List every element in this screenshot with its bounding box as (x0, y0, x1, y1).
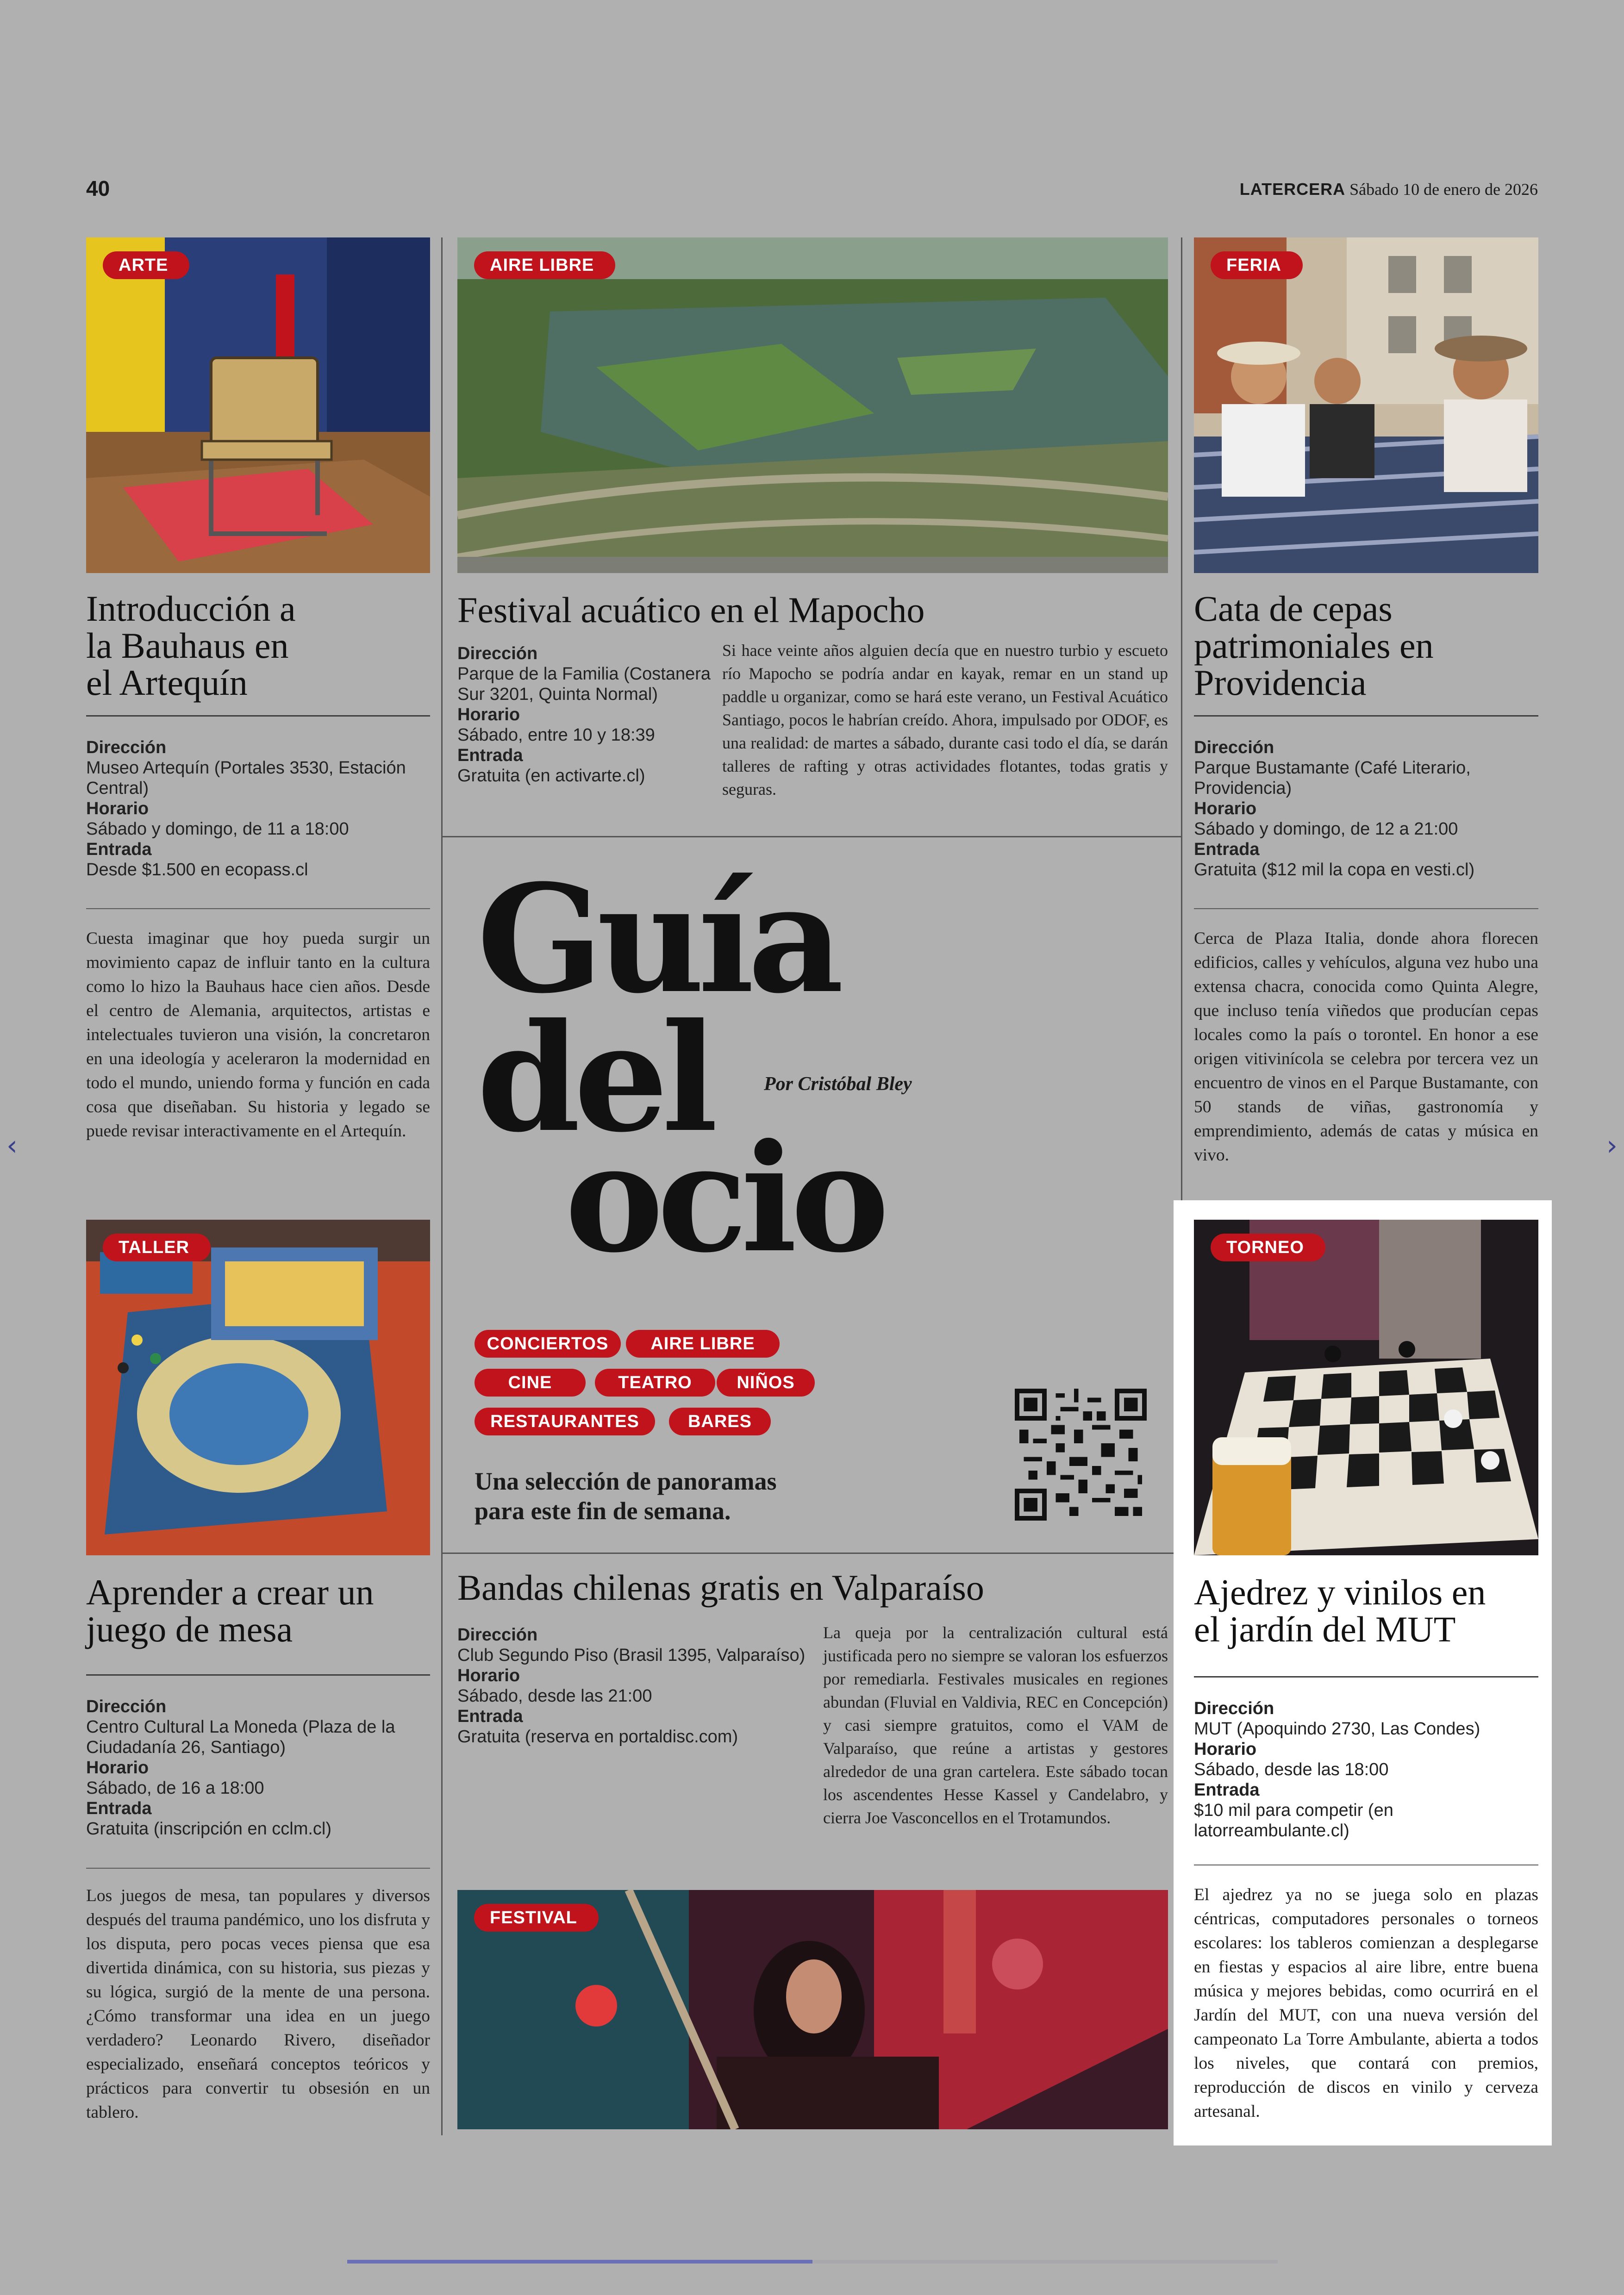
reading-progress-track[interactable] (347, 2260, 1278, 2264)
arte-body: Cuesta imaginar que hoy pueda surgir un movimiento capaz de influir tanto en la cultura como lo hizo la Bauhaus hace cien años. Desde el centro de Alemania, arquitectos, artistas e intelectuales tuvieron una visión, la concretaron en una ideología y aceleraron la modernidad en todo el mundo, uniendo forma y función en cada cosa que diseñaban. Su historia y legado se puede revisar interactivamente en el Artequín. (86, 929, 430, 1141)
publication-dateline (1240, 180, 1538, 199)
logo-ocio: ocio (565, 1112, 883, 1285)
festival-photo (457, 1890, 1168, 2129)
taller-info-rule (86, 1868, 430, 1869)
arte-title (86, 590, 438, 701)
qr-code[interactable] (1015, 1389, 1147, 1521)
bandas-title: Bandas chilenas gratis en Valparaíso (457, 1567, 984, 1608)
torneo-title-line: el jardín del MUT (1194, 1609, 1456, 1649)
publication-date: Sábado 10 de enero de 2026 (1349, 180, 1538, 199)
bandas-info (457, 1625, 809, 1747)
taller-title-rule (86, 1674, 430, 1676)
feria-title-line: patrimoniales en (1194, 625, 1434, 666)
feria-info (1194, 737, 1538, 880)
feria-tag: FERIA (1211, 251, 1303, 279)
bandas-horario: Sábado, desde las 21:00 (457, 1686, 652, 1706)
feria-title-line: Providencia (1194, 662, 1367, 703)
byline: Por Cristóbal Bley (764, 1073, 912, 1095)
feria-info-rule (1194, 908, 1538, 909)
publication-name: LATERCERA (1239, 180, 1346, 199)
entrada-label: Entrada (1194, 840, 1260, 859)
horario-label: Horario (86, 799, 149, 818)
horario-label: Horario (1194, 799, 1257, 818)
torneo-horario: Sábado, desde las 18:00 (1194, 1760, 1389, 1779)
taller-tag: TALLER (103, 1234, 211, 1261)
logo-guia: Guía (477, 853, 837, 1026)
chevron-right-icon[interactable]: › (1606, 1129, 1618, 1162)
taller-title-line: juego de mesa (86, 1609, 293, 1649)
category-pill-aire-libre[interactable]: AIRE LIBRE (626, 1330, 780, 1358)
aire-libre-horario: Sábado, entre 10 y 18:39 (457, 725, 655, 745)
feria-direccion: Parque Bustamante (Café Literario, Providencia) (1194, 758, 1471, 798)
bandas-entrada: Gratuita (reserva en portaldisc.com) (457, 1727, 738, 1746)
taller-body: Los juegos de mesa, tan populares y diversos después del trauma pandémico, uno los disfruta y los disputa, pero pocas veces piensa que esa divertida dinámica, con su historia, sus piezas y su lógica, surgió de la mente de una persona. ¿Cómo transformar una idea en un juego verdadero? Leonardo Rivero, diseñador especializado, enseñará conceptos teóricos y prácticos para convertir tu obsesión en un tablero. (86, 1886, 430, 2122)
feria-title (1194, 590, 1546, 701)
torneo-body: El ajedrez ya no se juega solo en plazas céntricas, computadores personales o torneos escolares: los tableros comienzan a desplegarse en fiestas y espacios al aire libre, entre buena música y mejores bebidas, como ocurrirá en el Jardín del MUT, con una nueva versión del campeonato La Torre Ambulante, abierta a todos los niveles, que contará con premios, reproducción de discos en vinilo y cerveza artesanal. (1194, 1885, 1538, 2121)
torneo-title-line: Ajedrez y vinilos en (1194, 1572, 1486, 1612)
center-divider-bottom (441, 1553, 1182, 1554)
festival-tag: FESTIVAL (474, 1904, 599, 1932)
arte-title-rule (86, 715, 430, 717)
entrada-label: Entrada (457, 1707, 523, 1726)
torneo-info (1194, 1698, 1538, 1841)
page-number: 40 (86, 176, 110, 200)
direccion-label: Dirección (457, 644, 538, 663)
feria-photo (1194, 237, 1538, 573)
guide-subtitle-line: Una selección de panoramas (475, 1467, 777, 1495)
entrada-label: Entrada (86, 1799, 152, 1818)
aire-libre-body: Si hace veinte años alguien decía que en nuestro turbio y escueto río Mapocho se podría andar en kayak, remar en un stand up paddle u organizar, como se hará este verano, un Festival Acuático Santiago, pocos le habrían creído. Ahora, impulsado por ODOF, es una realidad: de martes a sábado, durante casi todo el día, se darán talleres de rafting y otras actividades flotantes, todas gratis y seguras. (722, 641, 1168, 798)
aire-libre-info (457, 643, 717, 786)
torneo-photo (1194, 1220, 1538, 1555)
arte-photo (86, 237, 430, 573)
torneo-tag: TORNEO (1211, 1234, 1325, 1261)
category-pill-restaurantes[interactable]: RESTAURANTES (475, 1408, 655, 1435)
category-pill-ninos[interactable]: NIÑOS (717, 1369, 815, 1397)
reading-progress-fill (347, 2260, 812, 2264)
torneo-title-rule (1194, 1676, 1538, 1678)
guide-subtitle-line: para este fin de semana. (475, 1497, 731, 1525)
taller-info (86, 1696, 430, 1839)
center-divider-top (441, 836, 1182, 837)
category-pill-bares[interactable]: BARES (669, 1408, 771, 1435)
feria-title-line: Cata de cepas (1194, 588, 1393, 629)
feria-title-rule (1194, 715, 1538, 717)
direccion-label: Dirección (86, 738, 167, 757)
horario-label: Horario (1194, 1740, 1257, 1759)
entrada-label: Entrada (86, 840, 152, 859)
column-divider-left (441, 237, 443, 2135)
aire-libre-title: Festival acuático en el Mapocho (457, 590, 925, 630)
horario-label: Horario (457, 1666, 520, 1685)
logo-del: del (477, 992, 712, 1165)
feria-horario: Sábado y domingo, de 12 a 21:00 (1194, 819, 1458, 839)
taller-horario: Sábado, de 16 a 18:00 (86, 1778, 264, 1798)
arte-tag: ARTE (103, 251, 189, 279)
direccion-label: Dirección (1194, 1699, 1274, 1718)
aire-libre-photo (457, 237, 1168, 573)
aire-libre-direccion: Parque de la Familia (Costanera Sur 3201, Quinta Normal) (457, 664, 711, 704)
arte-info-rule (86, 908, 430, 909)
taller-title (86, 1574, 438, 1648)
torneo-direccion: MUT (Apoquindo 2730, Las Condes) (1194, 1719, 1480, 1739)
arte-direccion: Museo Artequín (Portales 3530, Estación Central) (86, 758, 406, 798)
taller-title-line: Aprender a crear un (86, 1572, 374, 1612)
guide-subtitle (475, 1466, 891, 1526)
arte-horario: Sábado y domingo, de 11 a 18:00 (86, 819, 349, 839)
direccion-label: Dirección (1194, 738, 1274, 757)
horario-label: Horario (86, 1758, 149, 1777)
aire-libre-tag: AIRE LIBRE (474, 251, 615, 279)
feria-entrada: Gratuita ($12 mil la copa en vesti.cl) (1194, 860, 1475, 879)
arte-title-line: la Bauhaus en (86, 625, 289, 666)
taller-photo (86, 1220, 430, 1555)
aire-libre-entrada: Gratuita (en activarte.cl) (457, 766, 645, 786)
arte-info (86, 737, 430, 880)
direccion-label: Dirección (457, 1625, 538, 1645)
arte-title-line: el Artequín (86, 662, 248, 703)
torneo-title (1194, 1574, 1546, 1648)
entrada-label: Entrada (1194, 1780, 1260, 1800)
arte-title-line: Introducción a (86, 588, 296, 629)
taller-entrada: Gratuita (inscripción en cclm.cl) (86, 1819, 332, 1839)
direccion-label: Dirección (86, 1697, 167, 1716)
entrada-label: Entrada (457, 746, 523, 765)
feria-body: Cerca de Plaza Italia, donde ahora florecen edificios, calles y vehículos, alguna vez hubo una extensa chacra, conocida como Quinta Alegre, que incluso tenía viñedos que producían cepas locales como la país o torontel. En honor a ese origen vitivinícola se celebra por tercera vez un encuentro de vinos en el Parque Bustamante, con 50 stands de viñas, gastronomía y emprendimiento, además de catas y música en vivo. (1194, 929, 1538, 1165)
arte-entrada: Desde $1.500 en ecopass.cl (86, 860, 308, 879)
category-pill-teatro[interactable]: TEATRO (595, 1369, 715, 1397)
taller-direccion: Centro Cultural La Moneda (Plaza de la Ciudadanía 26, Santiago) (86, 1717, 395, 1757)
torneo-entrada: $10 mil para competir (en latorreambulante.cl) (1194, 1801, 1393, 1840)
chevron-left-icon[interactable]: ‹ (6, 1129, 18, 1162)
bandas-body: La queja por la centralización cultural está justificada pero no siempre se valoran los esfuerzos por remediarla. Festivales musicales en regiones abundan (Fluvial en Valdivia, REC en Concepción) y casi siempre gratuitos, como el VAM de Valparaíso, que reúne a artistas y gestores alrededor de una gran cartelera. Este sábado tocan los ascendentes Hesse Kassel y Candelabro, y cierra Joe Vasconcellos en el Trotamundos. (823, 1623, 1168, 1827)
category-pill-cine[interactable]: CINE (475, 1369, 586, 1397)
bandas-direccion: Club Segundo Piso (Brasil 1395, Valparaíso) (457, 1646, 806, 1665)
category-pill-conciertos[interactable]: CONCIERTOS (475, 1330, 621, 1358)
horario-label: Horario (457, 705, 520, 724)
